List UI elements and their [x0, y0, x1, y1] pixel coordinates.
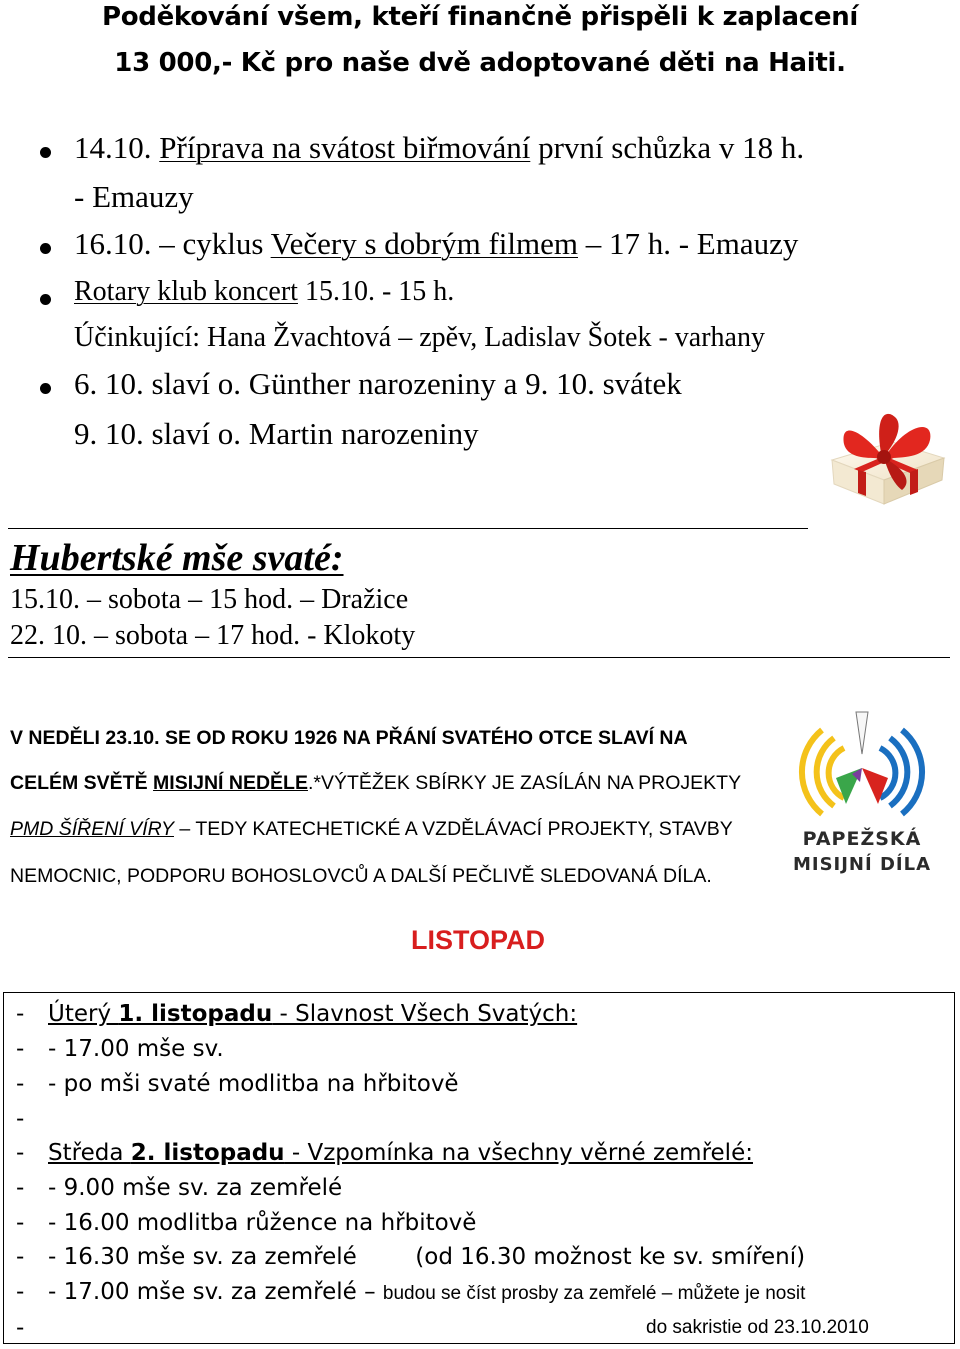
- dash: -: [16, 1036, 25, 1062]
- event-2-title: Večery s dobrým filmem: [270, 226, 578, 261]
- all-souls-day: Středa: [48, 1140, 131, 1166]
- list-item-text: - 17.00 mše sv.: [48, 1036, 224, 1062]
- dash: -: [16, 1140, 25, 1166]
- mission-line-2-a: CELÉM SVĚTĚ: [10, 772, 154, 794]
- all-saints-day: Úterý: [48, 1001, 119, 1027]
- list-item-text: - 16.00 modlitba růžence na hřbitově: [48, 1210, 477, 1236]
- all-saints-heading: [48, 1001, 577, 1027]
- event-3: [74, 276, 454, 308]
- list-item-note: do sakristie od 23.10.2010: [646, 1317, 869, 1338]
- gift-image: [822, 400, 952, 510]
- event-2-details: – 17 h. - Emauzy: [577, 226, 799, 261]
- dash: -: [16, 1279, 25, 1305]
- all-souls-heading: [48, 1140, 753, 1166]
- all-saints-date: 1. listopadu: [118, 1001, 273, 1027]
- event-3-performers: Účinkující: Hana Žvachtová – zpěv, Ladislav Šotek - varhany: [74, 322, 765, 353]
- all-saints-title: - Slavnost Všech Svatých:: [272, 1001, 578, 1027]
- bullet-icon: [40, 294, 51, 305]
- dash: -: [16, 1210, 25, 1236]
- thanks-line-1: Poděkování všem, kteří finančně přispěli k zaplacení: [101, 2, 859, 32]
- dash: -: [16, 1315, 25, 1341]
- mission-line-2-c: .*VÝTĚŽEK SBÍRKY JE ZASÍLÁN NA PROJEKTY: [307, 772, 742, 794]
- hubertus-mass-2: 22. 10. – sobota – 17 hod. - Klokoty: [10, 620, 416, 651]
- mission-line-3-b: – TEDY KATECHETICKÉ A VZDĚLÁVACÍ PROJEKTY, STAVBY: [173, 818, 733, 840]
- list-item-text: [48, 1279, 805, 1305]
- event-1-details: první schůzka v 18 h.: [530, 130, 805, 165]
- mission-pmd-label: PMD ŠÍŘENÍ VÍRY: [10, 818, 174, 840]
- thanks-line-2: 13 000,- Kč pro naše dvě adoptované děti na Haiti.: [114, 48, 846, 78]
- list-item-main: - 17.00 mše sv. za zemřelé –: [48, 1279, 383, 1305]
- list-item-text: - 9.00 mše sv. za zemřelé: [48, 1175, 343, 1201]
- separator-line: [8, 657, 950, 658]
- list-item-text: - po mši svaté modlitba na hřbitově: [48, 1071, 459, 1097]
- dash: -: [16, 1244, 25, 1270]
- mission-sunday-label: MISIJNÍ NEDĚLE: [153, 772, 308, 794]
- event-1-date: 14.10.: [74, 130, 160, 165]
- mission-line-1: V NEDĚLI 23.10. SE OD ROKU 1926 NA PŘÁNÍ SVATÉHO OTCE SLAVÍ NA: [10, 727, 688, 749]
- all-souls-date: 2. listopadu: [130, 1140, 285, 1166]
- bullet-icon: [40, 147, 51, 158]
- event-3-title: Rotary klub koncert: [74, 276, 298, 307]
- event-1: [74, 130, 804, 166]
- mission-line-2: [10, 772, 741, 795]
- pmd-logo-line-1: PAPEŽSKÁ: [802, 828, 922, 850]
- hubertus-title: Hubertské mše svaté:: [10, 537, 344, 579]
- hubertus-mass-1: 15.10. – sobota – 15 hod. – Dražice: [10, 584, 409, 615]
- dash: -: [16, 1071, 25, 1097]
- mission-line-4: NEMOCNIC, PODPORU BOHOSLOVCŮ A DALŠÍ PEČLIVĚ SLEDOVANÁ DÍLA.: [10, 865, 712, 887]
- event-1-place: - Emauzy: [74, 179, 194, 214]
- listopad-heading: LISTOPAD: [410, 925, 545, 955]
- pmd-logo: [782, 708, 942, 894]
- pmd-emblem-icon: [782, 708, 942, 828]
- event-4-line-2: 9. 10. slaví o. Martin narozeniny: [74, 416, 479, 451]
- dash: -: [16, 1001, 25, 1027]
- bullet-icon: [40, 243, 51, 254]
- dash: -: [16, 1175, 25, 1201]
- event-2-date: 16.10. – cyklus: [74, 226, 271, 261]
- pmd-logo-line-2: MISIJNÍ DÍLA: [792, 854, 932, 875]
- list-item-note: budou se číst prosby za zemřelé – můžete je nosit: [382, 1283, 806, 1304]
- dash: -: [16, 1106, 25, 1132]
- event-1-title: Příprava na svátost biřmování: [159, 130, 531, 165]
- event-3-details: 15.10. - 15 h.: [297, 276, 455, 307]
- bullet-icon: [40, 383, 51, 394]
- mission-line-3: [10, 818, 733, 841]
- all-souls-title: - Vzpomínka na všechny věrné zemřelé:: [284, 1140, 753, 1166]
- separator-line: [8, 528, 808, 529]
- november-schedule-box: [3, 992, 955, 1344]
- event-2: [74, 226, 798, 262]
- event-4: 6. 10. slaví o. Günther narozeniny a 9. 10. svátek: [74, 366, 682, 401]
- list-item-text: - 16.30 mše sv. za zemřelé (od 16.30 možnost ke sv. smíření): [48, 1244, 806, 1270]
